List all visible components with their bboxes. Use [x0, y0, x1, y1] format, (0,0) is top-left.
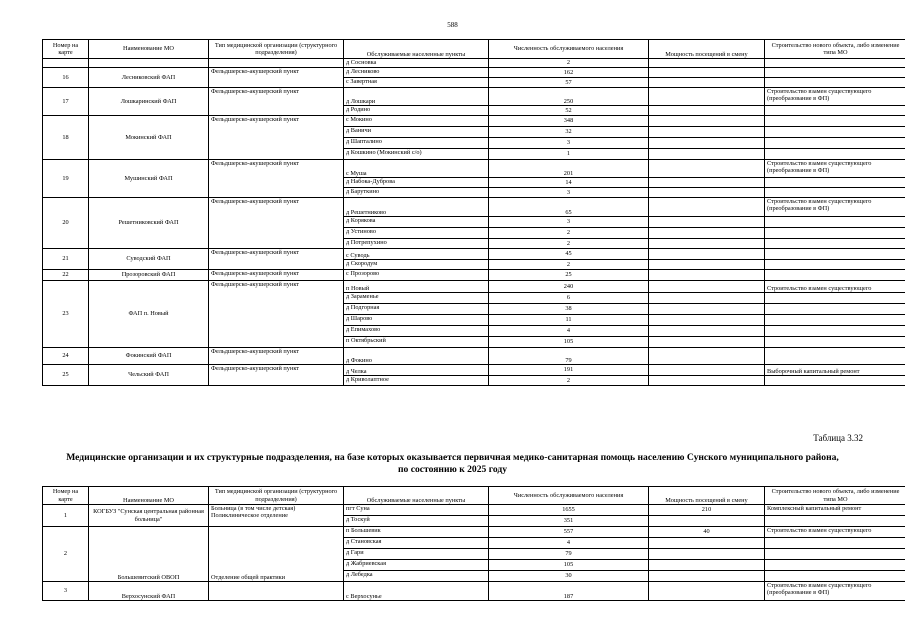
population: 557: [489, 527, 649, 538]
table-row: [43, 198, 905, 217]
settlement: д Баруткино: [344, 188, 489, 198]
construction: Строительство взамен существующего (преобразование в ФП): [765, 582, 905, 601]
mo-type: Фельдшерско-акушерский пункт: [209, 348, 344, 365]
mo-number: 24: [43, 348, 89, 365]
header-settlements: Обслуживаемые населенные пункты: [344, 40, 489, 59]
table-row: [43, 160, 905, 178]
population: 79: [489, 549, 649, 560]
settlement: п Октябрьский: [344, 337, 489, 348]
mo-name: Большевитский ОВОП: [89, 527, 209, 582]
mo-type: Фельдшерско-акушерский пункт: [209, 68, 344, 88]
population: 2: [489, 59, 649, 68]
settlement: д Набока-Дуброва: [344, 178, 489, 188]
construction: Строительство взамен существующего: [765, 527, 905, 538]
population: 52: [489, 106, 649, 116]
settlements-table-continued: [42, 39, 905, 386]
population: 240: [489, 281, 649, 293]
mo-name: Суводский ФАП: [89, 249, 209, 270]
settlement: д Ваничи: [344, 127, 489, 138]
mo-number: 22: [43, 270, 89, 281]
table-row: [43, 365, 905, 376]
mo-name: Мушинский ФАП: [89, 160, 209, 198]
settlement: д Зараменье: [344, 293, 489, 304]
population: 1655: [489, 505, 649, 516]
settlement: д Лесниково: [344, 68, 489, 78]
settlement: с Завертная: [344, 78, 489, 88]
population: 45: [489, 249, 649, 260]
population: 65: [489, 198, 649, 217]
settlement: д Криволаптное: [344, 376, 489, 386]
table-row: [43, 59, 905, 68]
table-row: [43, 68, 905, 78]
capacity: 40: [649, 527, 765, 538]
construction: Комплексный капитальный ремонт: [765, 505, 905, 516]
table-row: [43, 281, 905, 293]
population: 4: [489, 538, 649, 549]
population: 2: [489, 239, 649, 249]
population: 14: [489, 178, 649, 188]
settlement: п Большевик: [344, 527, 489, 538]
settlement: д Решетниково: [344, 198, 489, 217]
population: 2: [489, 260, 649, 270]
table-row: [43, 505, 905, 516]
header-num: Номер на карте: [43, 487, 89, 505]
page-number: 588: [447, 21, 458, 29]
settlement: д Лебедка: [344, 571, 489, 582]
header-population: Численность обслуживаемого населения: [489, 40, 649, 59]
mo-name: Фокинский ФАП: [89, 348, 209, 365]
mo-name: Прозоровский ФАП: [89, 270, 209, 281]
table-row: [43, 270, 905, 281]
population: 105: [489, 560, 649, 571]
population: 3: [489, 188, 649, 198]
mo-type: Фельдшерско-акушерский пункт: [209, 249, 344, 270]
settlement: д Подгорная: [344, 304, 489, 315]
mo-type: Фельдшерско-акушерский пункт: [209, 365, 344, 386]
mo-type: Фельдшерско-акушерский пункт: [209, 160, 344, 198]
mo-type: Отделение общей практики: [209, 527, 344, 582]
mo-number: 19: [43, 160, 89, 198]
population: 2: [489, 228, 649, 239]
settlement: с Муша: [344, 160, 489, 178]
population: 250: [489, 88, 649, 106]
mo-type: Фельдшерско-акушерский пункт: [209, 270, 344, 281]
mo-name: Верхосунский ФАП: [89, 582, 209, 601]
header-type: Тип медицинской организации (структурного подразделения): [209, 487, 344, 505]
population: 6: [489, 293, 649, 304]
population: 57: [489, 78, 649, 88]
population: 4: [489, 326, 649, 337]
population: 162: [489, 68, 649, 78]
table-label: Таблица 3.32: [813, 433, 863, 443]
table-title: Медицинские организации и их структурные подразделения, на базе которых оказывается первичная медико-санитарная помощь населению Сунского муниципального района, по состоянию к 2025 году: [66, 452, 839, 475]
mo-name: ФАП п. Новый: [89, 281, 209, 348]
population: 351: [489, 516, 649, 527]
table-header: [43, 487, 905, 505]
population: 11: [489, 315, 649, 326]
settlement: д Шарово: [344, 315, 489, 326]
header-name: Наименование МО: [89, 40, 209, 59]
table-row: [43, 116, 905, 127]
settlement: д Епимахово: [344, 326, 489, 337]
construction: Строительство взамен существующего: [765, 281, 905, 293]
settlement: д Фокино: [344, 348, 489, 365]
header-settlements: Обслуживаемые населенные пункты: [344, 487, 489, 505]
construction: Выборочный капитальный ремонт: [765, 365, 905, 376]
mo-number: 1: [43, 505, 89, 527]
settlement: д Родино: [344, 106, 489, 116]
settlement: д Становская: [344, 538, 489, 549]
mo-number: 25: [43, 365, 89, 386]
settlement: д Жабриевская: [344, 560, 489, 571]
mo-name: Чельский ФАП: [89, 365, 209, 386]
construction: Строительство взамен существующего (преобразование в ФП): [765, 160, 905, 178]
settlement: д Потрепухино: [344, 239, 489, 249]
settlement: д Лошкари: [344, 88, 489, 106]
header-capacity: Мощность посещений в смену: [649, 40, 765, 59]
settlement: д Челка: [344, 365, 489, 376]
population: 105: [489, 337, 649, 348]
mo-number: 17: [43, 88, 89, 116]
population: 30: [489, 571, 649, 582]
mo-number: 21: [43, 249, 89, 270]
mo-type: Фельдшерско-акушерский пункт: [209, 116, 344, 160]
capacity: 210: [649, 505, 765, 516]
mo-number: 18: [43, 116, 89, 160]
population: 3: [489, 138, 649, 149]
mo-type: Фельдшерско-акушерский пункт: [209, 198, 344, 249]
settlement: д Гари: [344, 549, 489, 560]
table-header: [43, 40, 905, 59]
medical-organizations-table: [42, 486, 905, 601]
mo-name: Лошкаринский ФАП: [89, 88, 209, 116]
mo-type: Фельдшерско-акушерский пункт: [209, 281, 344, 348]
mo-name: Мокинский ФАП: [89, 116, 209, 160]
table-row: [43, 582, 905, 601]
settlement: д Устиново: [344, 228, 489, 239]
table-row: [43, 527, 905, 538]
population: 79: [489, 348, 649, 365]
population: 2: [489, 376, 649, 386]
population: 348: [489, 116, 649, 127]
header-construction: Строительство нового объекта, либо изменение типа МО: [765, 40, 905, 59]
mo-type: Фельдшерско-акушерский пункт: [209, 88, 344, 116]
header-construction: Строительство нового объекта, либо изменение типа МО: [765, 487, 905, 505]
settlement: д Кошкино (Мокинский с/о): [344, 149, 489, 160]
settlement: с Мокино: [344, 116, 489, 127]
settlement: с Суводь: [344, 249, 489, 260]
population: 187: [489, 582, 649, 601]
mo-number: 16: [43, 68, 89, 88]
mo-name: Лесниковский ФАП: [89, 68, 209, 88]
construction: Строительство взамен существующего (преобразование в ФП): [765, 88, 905, 106]
population: 201: [489, 160, 649, 178]
population: 3: [489, 217, 649, 228]
population: 191: [489, 365, 649, 376]
mo-number: 23: [43, 281, 89, 348]
mo-type: Больница (в том числе детская) Поликлиническое отделение: [209, 505, 344, 527]
mo-name: Решетниковский ФАП: [89, 198, 209, 249]
population: 38: [489, 304, 649, 315]
header-type: Тип медицинской организации (структурного подразделения): [209, 40, 344, 59]
header-capacity: Мощность посещений в смену: [649, 487, 765, 505]
settlement: д Шапталино: [344, 138, 489, 149]
mo-name: КОГБУЗ "Сунская центральная районная больница": [89, 505, 209, 527]
header-population: Численность обслуживаемого населения: [489, 487, 649, 505]
construction: Строительство взамен существующего (преобразование в ФП): [765, 198, 905, 217]
header-num: Номер на карте: [43, 40, 89, 59]
settlement: д Сосновка: [344, 59, 489, 68]
settlement: д Корякова: [344, 217, 489, 228]
settlement: с Верхосунье: [344, 582, 489, 601]
table-row: [43, 348, 905, 365]
settlement: д Скородум: [344, 260, 489, 270]
population: 1: [489, 149, 649, 160]
mo-number: 3: [43, 582, 89, 601]
population: 25: [489, 270, 649, 281]
mo-number: 2: [43, 527, 89, 582]
header-name: Наименование МО: [89, 487, 209, 505]
table-row: [43, 88, 905, 106]
settlement: с Прозорово: [344, 270, 489, 281]
table-row: [43, 249, 905, 260]
settlement: д Тоскуй: [344, 516, 489, 527]
population: 32: [489, 127, 649, 138]
mo-number: 20: [43, 198, 89, 249]
settlement: п Новый: [344, 281, 489, 293]
settlement: пгт Суна: [344, 505, 489, 516]
